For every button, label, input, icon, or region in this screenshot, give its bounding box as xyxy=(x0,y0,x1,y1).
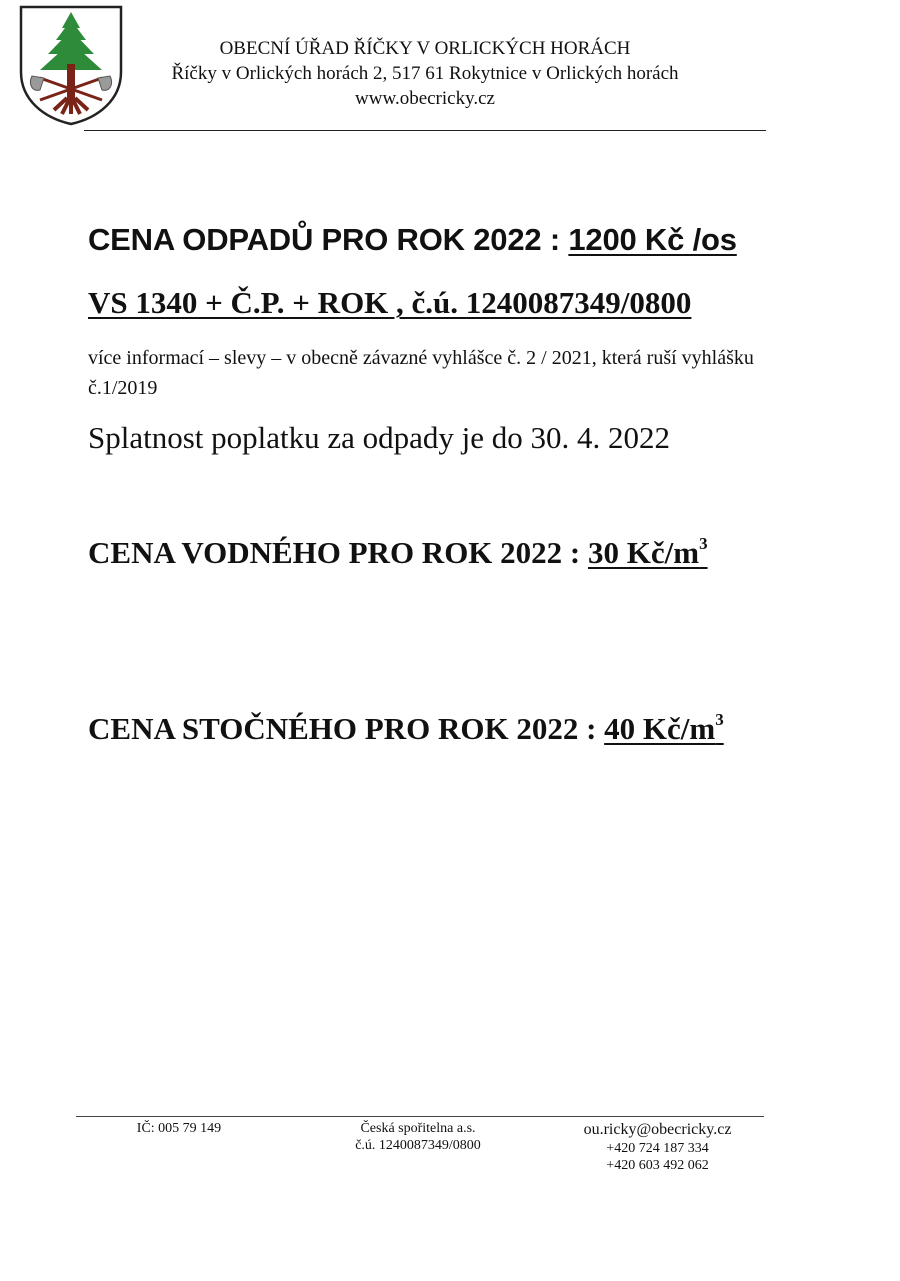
payment-reference: VS 1340 + Č.P. + ROK , č.ú. 1240087349/0800 xyxy=(88,285,692,320)
ico-number: IČ: 005 79 149 xyxy=(136,1121,222,1136)
office-address: Říčky v Orlických horách 2, 517 61 Rokytnice v Orlických horách xyxy=(171,63,679,84)
sewer-price-value xyxy=(604,711,724,746)
water-price-heading xyxy=(88,535,708,571)
footer-ico xyxy=(104,1120,254,1137)
bank-name: Česká spořitelna a.s. xyxy=(360,1121,476,1136)
discount-note: více informací – slevy – v obecně závazné vyhlášce č. 2 / 2021, která ruší vyhlášku č.1/2019 xyxy=(88,347,754,399)
phone-1: +420 724 187 334 xyxy=(606,1141,709,1156)
phone-2: +420 603 492 062 xyxy=(606,1158,709,1173)
sewer-price-heading xyxy=(88,711,724,747)
coat-of-arms-icon xyxy=(18,4,124,126)
waste-price-label: CENA ODPADŮ PRO ROK 2022 : xyxy=(88,222,569,257)
footer-contact xyxy=(565,1120,750,1174)
water-price-exponent: 3 xyxy=(699,534,708,553)
footer-divider xyxy=(76,1116,764,1117)
header-divider xyxy=(84,130,766,131)
office-name: OBECNÍ ÚŘAD ŘÍČKY V ORLICKÝCH HORÁCH xyxy=(219,38,631,59)
water-price-value xyxy=(588,535,708,570)
website-link[interactable]: www.obecricky.cz xyxy=(355,88,495,109)
letterhead xyxy=(130,36,720,111)
sewer-price-label: CENA STOČNÉHO PRO ROK 2022 : xyxy=(88,711,605,746)
waste-price-value: 1200 Kč /os xyxy=(568,222,737,257)
email-link[interactable]: ou.ricky@obecricky.cz xyxy=(583,1121,732,1138)
sewer-price-exponent: 3 xyxy=(715,710,724,729)
footer-bank xyxy=(318,1120,518,1154)
bank-account: č.ú. 1240087349/0800 xyxy=(355,1138,481,1153)
water-price-label: CENA VODNÉHO PRO ROK 2022 : xyxy=(88,535,588,570)
sewer-price-amount: 40 Kč/m xyxy=(604,711,716,746)
waste-price-heading xyxy=(88,222,737,258)
water-price-amount: 30 Kč/m xyxy=(588,535,700,570)
due-date-text: Splatnost poplatku za odpady je do 30. 4. 2022 xyxy=(88,420,671,455)
